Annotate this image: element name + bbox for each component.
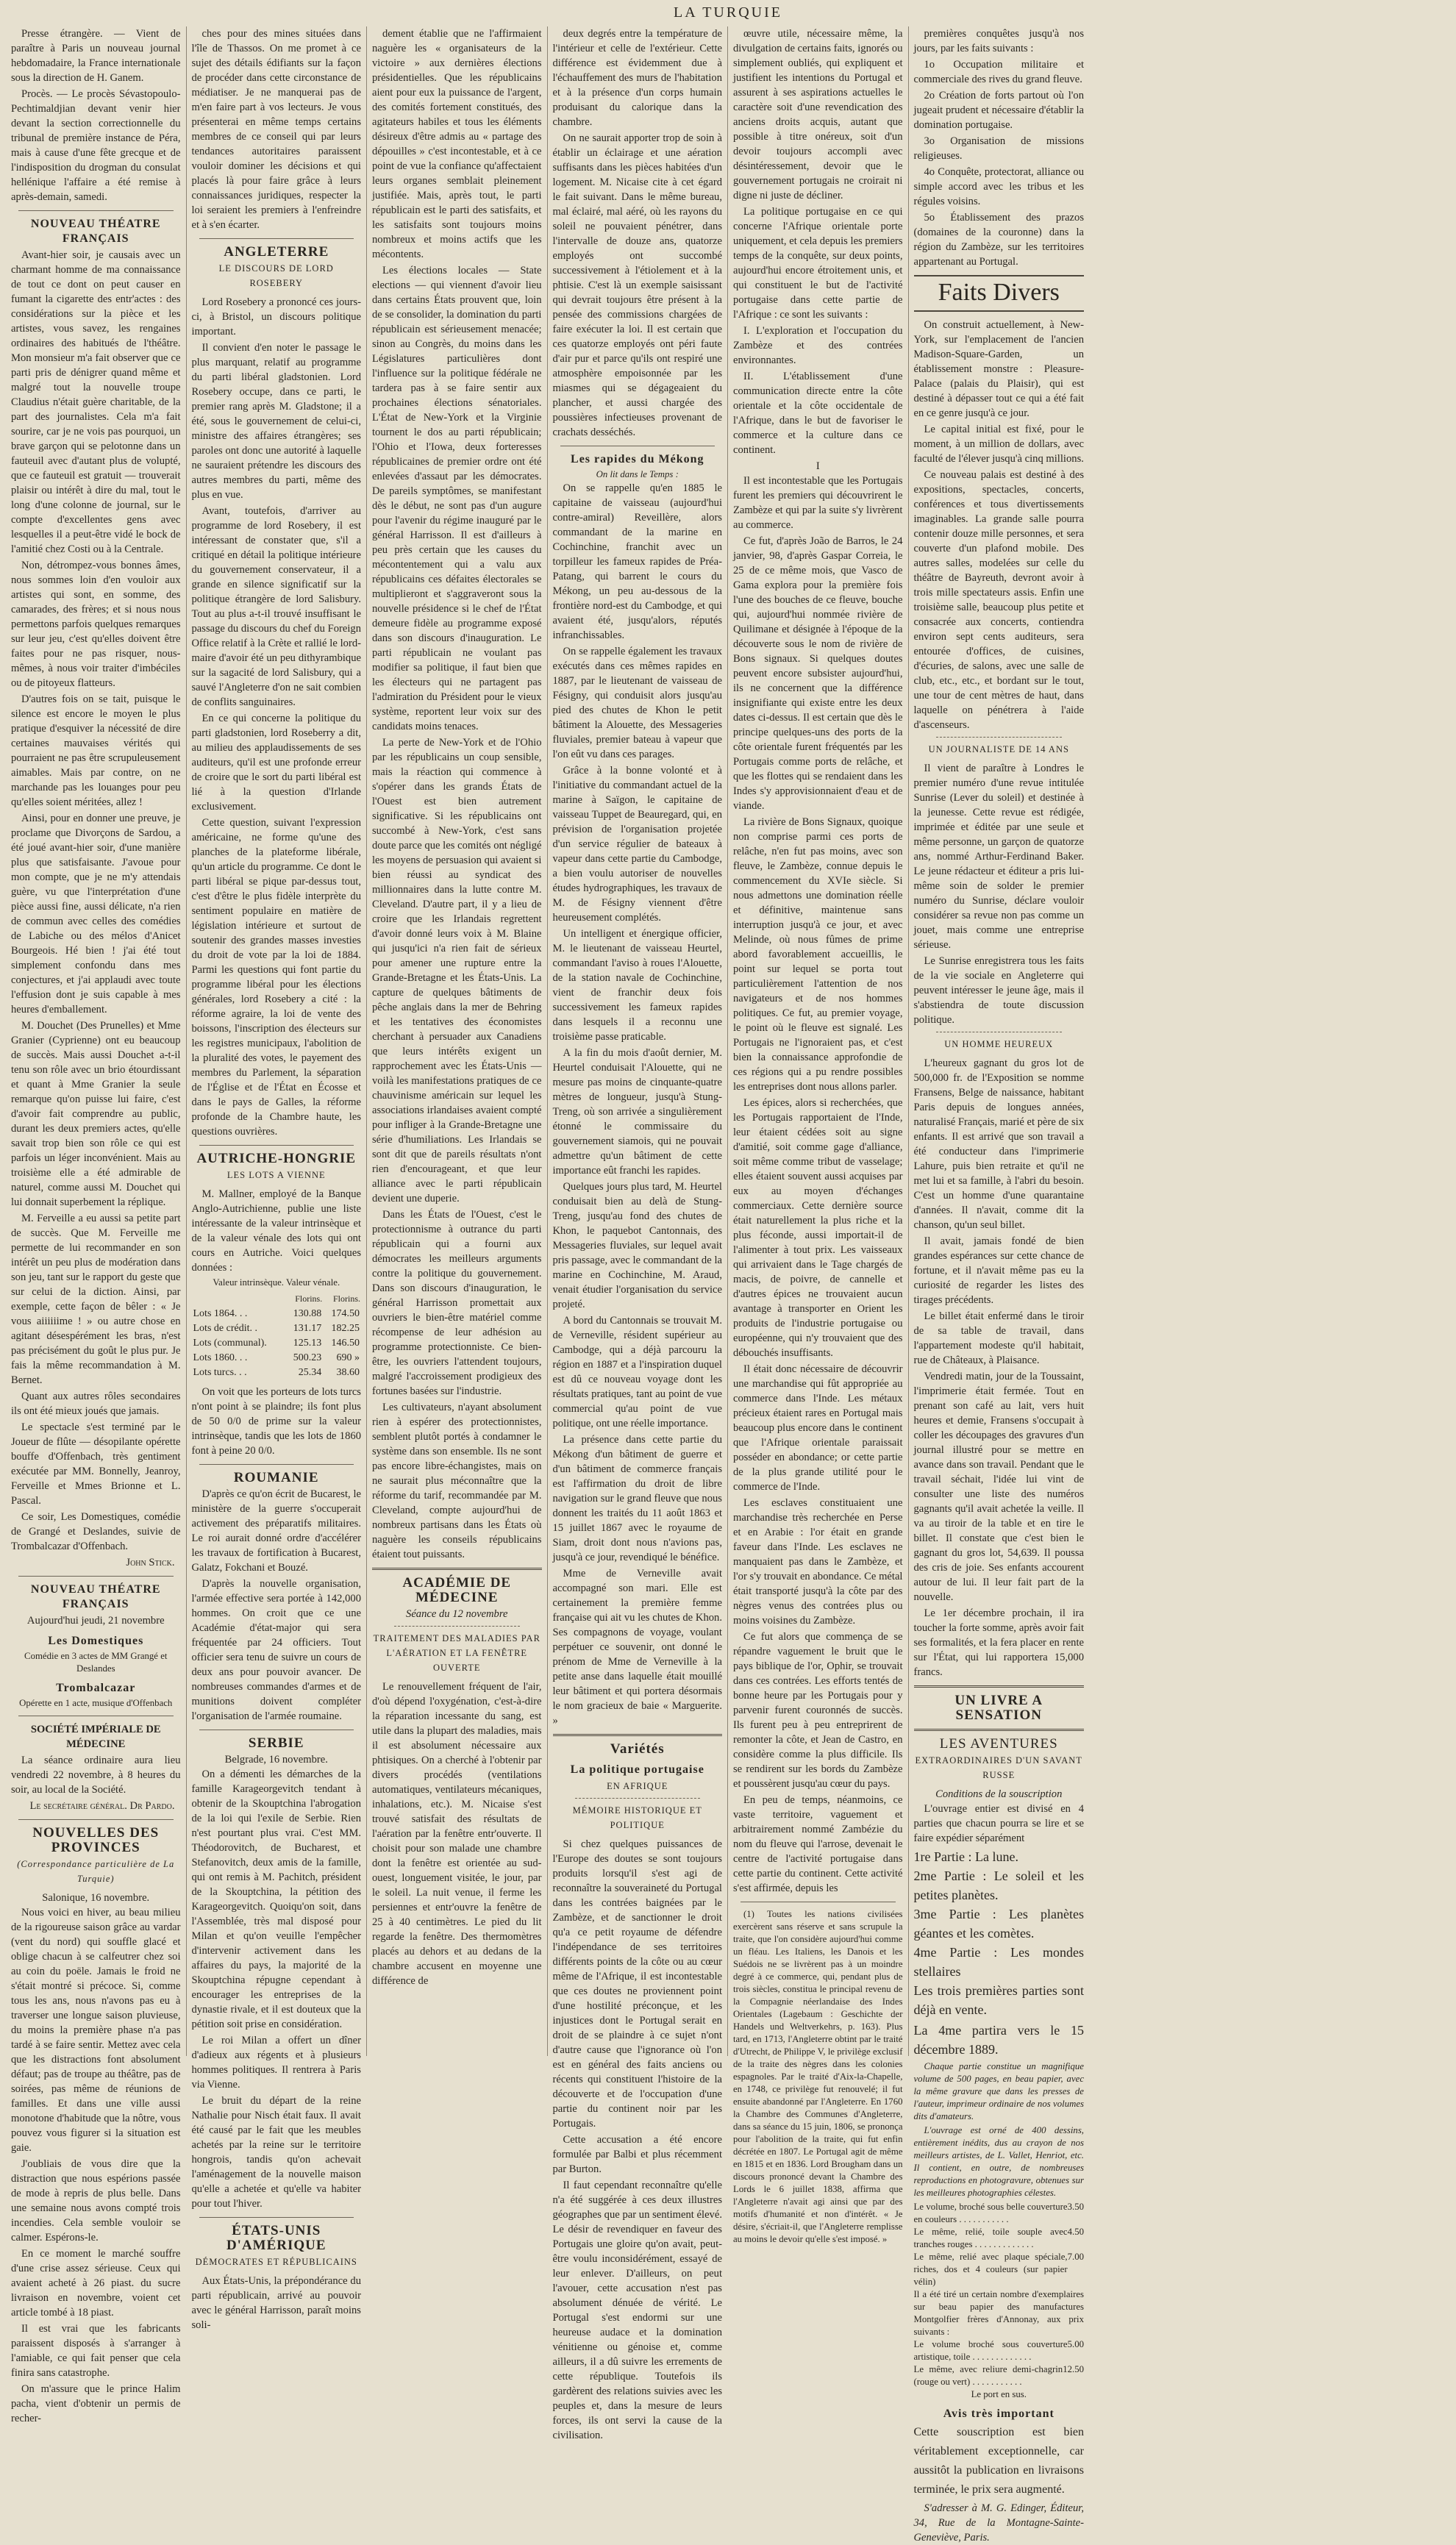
article-paragraph: On ne saurait apporter trop de soin à établir un éclairage et une aération suffisants dans les pièces habitées d'un logement. M. Nicaise cite à cet égard le fait suivant. Dans le même bureau, mal éclairé, mal aéré, où les rayons du soleil ne pouvaient pénétrer, dans l'intervalle de douze ans, quatorze employés ont succombé successivement à l'étiolement et à la phtisie. C'est là un exemple saisissant qui devrait toujours être présent à la pensée des commissions chargées de faire exécuter la loi. Il est certain que ces quatorze employés ont péri faute d'air pur et parce qu'ils ont respiré une atmosphère empoisonnée par les miasmes qui se dégageaient du plancher, et aussi chargée des poussières infectieuses provenant de crachats desséchés. bbox=[552, 132, 722, 438]
list-item: 1o Occupation militaire et commerciale des rives du grand fleuve. bbox=[913, 59, 1084, 85]
article-paragraph: Vendredi matin, jour de la Toussaint, l'imprimerie était fermée. Tout en prenant son café au lait, vers huit heures et demie, Fransens s'occupait à coller les découpages des gravures d'un journal illustré pour se mettre en avance dans son travail. Pendant que le travail séchait, l'idée lui vint de consulter une liste des numéros gagnants qu'il avait achetée la veille. Il va au tiroir de la table et en tire le billet. Il constate que c'est bien le gagnant du gros lot, 54,639. Il poussa des cris de joie. Ses enfants accourent autour de lui. Il leur fait part de la nouvelle. bbox=[913, 1371, 1084, 1603]
article-paragraph: La séance ordinaire aura lieu vendredi 22 novembre, à 8 heures du soir, au local de la Société. bbox=[11, 1755, 181, 1796]
article-paragraph: Quelques jours plus tard, M. Heurtel conduisait bien au delà de Stung-Treng, jusqu'au fond des chutes de Khon, le paquebot Cantonnais, des Messageries fluviales, sur lequel avait pris passage, avec le commandant de la marine en Cochinchine, M. Araud, venait étudier l'organisation du service projeté. bbox=[552, 1181, 722, 1310]
article-paragraph: ches pour des mines situées dans l'île de Thassos. On me promet à ce sujet des détails édifiants sur la façon de procéder dans cette circonstance de médiatiser. Je ne manquerai pas de m'en faire part à vos lecteurs. Je vous présenterai en même temps certains membres de ce conseil qui par leurs tendances autoritaires paraissent vouloir dominer les décisions et qui placés là pour faire grâce à leurs connaissances juridiques, respecter la loi seraient les premiers à l'enfreindre et à s'en écarter. bbox=[191, 28, 361, 231]
play-subtitle: Opérette en 1 acte, musique d'Offenbach bbox=[19, 1698, 173, 1708]
divider bbox=[575, 1798, 701, 1799]
section-banner bbox=[914, 275, 1085, 312]
article-paragraph: dement établie que ne l'affirmaient naguère les « organisateurs de la victoire » aux dernières élections présidentielles. Que les républicains aient pour eux la puissance de l'argent, des comités fortement constitués, des agitateurs habiles et tous les éléments désireux d'être admis au « partage des dépouilles » c'est incontestable, et à ce point de vue la confiance qu'affectaient leurs organes semblait pleinement justifiée. Mais, après tout, le parti républicain est le parti des satisfaits, et les satisfaits sont toujours moins nombreux et moins actifs que les mécontents. bbox=[372, 28, 542, 260]
article-paragraph: Il était donc nécessaire de découvrir une marchandise qui fût appropriée au commerce dans l'Inde. Les métaux précieux étaient rares en Portugal mais beaucoup plus encore dans le continent que l'Afrique orientale paraissait posséder en abondance; or cette partie de la plus grande utilité pour le commerce de l'Inde. bbox=[733, 1363, 903, 1493]
divider bbox=[914, 1685, 1085, 1688]
column-5 bbox=[728, 26, 909, 2244]
article-paragraph: En ce qui concerne la politique du parti gladstonien, lord Roseberry a dit, au milieu des applaudissements de ses auditeurs, qu'il est une profonde erreur de croire que le sort du parti libéral est lié à la question d'Irlande exclusivement. bbox=[191, 713, 361, 813]
column-3 bbox=[367, 26, 548, 2056]
article-paragraph: J'oubliais de vous dire que la distraction que nous espérions passée de mode à repris de plus belle. Dans une semaine nous avons compté trois incendies. Cela semble vouloir se calmer. Espérons-le. bbox=[11, 2158, 181, 2244]
article-paragraph: Grâce à la bonne volonté et à l'initiative du commandant actuel de la marine à Saïgon, le capitaine de vaisseau Tuppet de Beauregard, qui, en prévision de l'organisation projetée d'un service régulier de bateaux à vapeur dans cette partie du Cambodge, a bien voulu autoriser de nouvelles études hydrographiques, les travaux de M. de Fésigny viennent d'être heureusement complétés. bbox=[552, 765, 722, 924]
article-paragraph: Dans les États de l'Ouest, c'est le protectionnisme à outrance du parti républicain qui a fourni aux démocrates les meilleurs arguments contre la politique du gouvernement. Dans son discours d'inauguration, le général Harrisson promettait aux ouvriers le bien-être matériel comme récompense de leur adhésion au programme protectionniste. Ce bien-être, les ouvriers l'attendent toujours, malgré l'accroissement prodigieux des fortunes basées sur l'industrie. bbox=[372, 1209, 542, 1397]
article-paragraph: On voit que les porteurs de lots turcs n'ont point à se plaindre; ils font plus de 50 0/0 de prime sur la valeur intrinsèque, tandis que les lots de 1860 font à peine 20 0/0. bbox=[191, 1386, 361, 1457]
article-paragraph: Il est incontestable que les Portugais furent les premiers qui découvrirent le Zambèze et qui par la suite s'y livrèrent au commerce. bbox=[733, 475, 903, 531]
subheading: UN JOURNALISTE DE 14 ANS bbox=[928, 744, 1069, 754]
table-row: Lots de crédit. . 131.17 182.25 bbox=[193, 1323, 360, 1334]
subheading: MÉMOIRE HISTORIQUE ET POLITIQUE bbox=[572, 1805, 702, 1830]
article-paragraph: Nous voici en hiver, au beau milieu de la rigoureuse saison grâce au vardar (vent du nord) qui souffle glacé et oblige chacun à se calfeutrer chez soi au coin du poële. Jamais le froid ne s'était montré si précoce. Si, comme tous les ans, nous n'avons pas eu à traverser une longue saison pluvieuse, du moins la première phase n'a pas tardé à se faire sentir. Mettez avec cela que les distractions font absolument défaut; pas de troupe au théâtre, pas de soirées, pas même de réunions de familles. Et dans une ville aussi monotone d'habitude que la nôtre, vous pouvez vous figurer si la situation est gaie. bbox=[11, 1907, 181, 2154]
article-paragraph: premières conquêtes jusqu'à nos jours, par les faits suivants : bbox=[913, 28, 1084, 54]
divider bbox=[553, 1734, 723, 1736]
section-heading: Variétés bbox=[610, 1741, 665, 1757]
article-paragraph: Il est vrai que les fabricants paraissent disposés à s'arranger à l'amiable, ce qui fait penser que cela finira sans catastrophe. bbox=[11, 2323, 181, 2379]
article-paragraph: Il vient de paraître à Londres le premier numéro d'une revue intitulée Sunrise (Lever du soleil) et destinée à la jeunesse. Cette revue est rédigée, imprimée et éditée par une seule et même personne, un garçon de quatorze ans, nommé Arthur-Ferdinand Baker. Le jeune rédacteur et éditeur a pris lui-même soin de solder le premier numéro du Sunrise, déclare vouloir considérer sa revue non pas comme un jouet, mais comme une entreprise sérieuse. bbox=[913, 763, 1084, 951]
column-4 bbox=[548, 26, 729, 2441]
article-paragraph: Il avait, jamais fondé de bien grandes espérances sur cette chance de fortune, et il n'avait même pas eu la curiosité de regarder les listes des tirages précédents. bbox=[913, 1235, 1084, 1306]
masthead: LA TURQUIE bbox=[674, 4, 782, 21]
article-paragraph: Les élections locales — State elections — qui viennent d'avoir lieu dans certains États prouvent que, loin de se consolider, la domination du parti républicain est sérieusement menacée; sinon au Congrès, du moins dans les Législatures particulières dont l'influence sur la politique fédérale ne tardera pas à se faire sentir aux prochaines élections sénatoriales. L'État de New-York et la Virginie tournent le dos au parti républicain; l'Ohio et l'Iowa, deux forteresses républicaines de premier ordre ont été enlevées d'assaut par les démocrates. De pareils symptômes, se manifestant dès le début, ne sont pas d'un augure pour l'avenir du régime inauguré par le général Harrisson. Il est d'ailleurs à peu près certain que les causes du mécontentement qui a valu aux républicains ces défaites électorales se multiplieront et s'aggraveront sous la nouvelle présidence si le chef de l'État demeure fidèle au programme exposé dans son discours d'inauguration. Le parti républicain ne voulant pas modifier sa politique, il faut bien que les électeurs qui ne partagent pas l'admiration du Président pour le vieux système, reportent leur voix sur des candidats moins tenaces. bbox=[372, 265, 542, 732]
column-2 bbox=[187, 26, 368, 2331]
dateline: Belgrade, 16 novembre. bbox=[224, 1754, 328, 1766]
article-paragraph: A la fin du mois d'août dernier, M. Heurtel conduisait l'Alouette, qui ne mesure pas moins de cinquante-quatre mètres de longueur, jusqu'à Stung-Treng, où son arrivée a singulièrement étonné le commissaire du gouvernement siamois, qui ne pouvait admettre qu'un bâtiment de cette importance eût franchi les rapides. bbox=[552, 1047, 722, 1177]
section-number: I bbox=[816, 460, 820, 472]
list-item: 4o Conquête, protectorat, alliance ou simple accord avec les tribus et les régules voisins. bbox=[913, 166, 1084, 207]
article-paragraph: Ainsi, pour en donner une preuve, je proclame que Divorçons de Sardou, a été joué avant-hier soir, d'une manière plus que satisfaisante. J'avoue pour mon compte, que je ne m'y attendais guère, vu que l'interprétation d'une pièce aussi fine, aussi délicate, n'a rien de commun avec celles des comédies de Labiche ou des mélos d'Anicet Bourgeois. Hé bien ! j'ai été tout simplement confondu dans mes conjectures, et j'ai applaudi avec toute l'effusion dont je suis capable à mes heures d'emballement. bbox=[11, 813, 181, 1015]
article-paragraph: On se rappelle également les travaux exécutés dans ces mêmes rapides en 1887, par le lieutenant de vaisseau de Fésigny, qui conduisit alors jusqu'au pied des chutes de Khon le petit bâtiment la Alouette, des Messageries fluviales, premier bateau à vapeur que l'on eût vu dans ces parages. bbox=[552, 646, 722, 760]
page-header bbox=[0, 0, 1456, 25]
list-item: 4me Partie : Les mondes stellaires bbox=[913, 1945, 1084, 1979]
article-paragraph: Cette souscription est bien véritablement exceptionnelle, car aussitôt la publication en livraisons terminée, le prix sera augmenté. bbox=[913, 2426, 1084, 2496]
divider bbox=[936, 737, 1063, 738]
ad-subtitle: Conditions de la souscription bbox=[935, 1788, 1063, 1800]
article-paragraph: Non, détrompez-vous bonnes âmes, nous sommes loin d'en vouloir aux artistes qui sont, en somme, des camarades, des frères; et si nous nous permettons parfois quelques remarques sur leur jeu, c'est qu'elles doivent être faites pour ne pas risquer, nous-mêmes, à nous voir traiter d'imbéciles ou de pitoyeux flatteurs. bbox=[11, 560, 181, 689]
article-paragraph: Le Sunrise enregistrera tous les faits de la vie sociale en Angleterre qui peuvent intéresser le jeune âge, mais il s'abstiendra de toute discussion politique. bbox=[913, 955, 1084, 1026]
price-row: Il a été tiré un certain nombre d'exemplaires sur beau papier des manufactures Montgolfier frères d'Annonay, aux prix suivants : bbox=[913, 2289, 1084, 2337]
table-row: Lots 1864. . . 130.88 174.50 bbox=[193, 1308, 360, 1319]
author-signature: Le secrétaire général. Dr Pardo. bbox=[29, 1800, 175, 1812]
article-paragraph: On se rappelle qu'en 1885 le capitaine de vaisseau (aujourd'hui contre-amiral) Reveillère, alors commandant de la marine en Cochinchine, franchit avec un torpilleur les fameux rapides de Préa-Patang, qui barrent le cours du Mékong, un peu au-dessous de la frontière nord-est du Cambodge, et qui avaient été, jusqu'alors, réputés infranchissables. bbox=[552, 482, 722, 641]
subheading: Séance du 12 novembre bbox=[406, 1608, 508, 1620]
play-title: Les Domestiques bbox=[48, 1635, 144, 1647]
article-paragraph: deux degrés entre la température de l'intérieur et celle de l'extérieur. Cette différence est évidemment due à l'échauffement des murs de l'habitation et à la présence d'un corps humain produisant du calorique dans la chambre. bbox=[552, 28, 722, 128]
article-paragraph: D'autres fois on se tait, puisque le silence est encore le moyen le plus pratique d'esquiver la nécessité de dire certaines mauvaises vérités qui pourraient ne pas être scrupuleusement aimables. Mais par contre, on ne marchande pas les louanges pour peu qu'elles soient méritées, allez ! bbox=[11, 693, 181, 808]
article-paragraph: Les esclaves constituaient une marchandise très recherchée en Perse et en Arabie : l'or était en grande faveur dans l'Inde. Les esclaves ne manquaient pas dans le Zambèze, et l'or s'y trouvait en abondance. Ce métal était transporté jusqu'à la côte par des nègres venus des contrées plus ou moins voisines du Zambèze. bbox=[733, 1497, 903, 1627]
ad-title: LES AVENTURES bbox=[939, 1736, 1058, 1752]
section-heading: SOCIÉTÉ IMPÉRIALE DE MÉDECINE bbox=[30, 1724, 161, 1750]
subheading: DÉMOCRATES ET RÉPUBLICAINS bbox=[195, 2257, 357, 2267]
list-item: 2o Création de forts partout où l'on jugeait prudent et nécessaire d'établir la domination portugaise. bbox=[913, 90, 1084, 131]
article-paragraph: Aux États-Unis, la prépondérance du parti républicain, arrivé au pouvoir avec le général Harrisson, paraît moins soli- bbox=[191, 2275, 361, 2331]
subheading: LES LOTS A VIENNE bbox=[226, 1170, 326, 1180]
section-heading: NOUVELLES DES PROVINCES bbox=[32, 1825, 160, 1855]
article-paragraph: Chaque partie constitue un magnifique volume de 500 pages, en beau papier, avec la même gravure que dans les presses de l'auteur, imprimeur ordinaire de nos volumes dits d'amateurs. bbox=[913, 2061, 1084, 2121]
section-heading: ACADÉMIE DE MÉDECINE bbox=[402, 1575, 512, 1605]
article-paragraph: Presse étrangère. — Vient de paraître à Paris un nouveau journal hebdomadaire, la France internationale sous la direction de H. Ganem. bbox=[11, 28, 181, 84]
divider bbox=[199, 1464, 354, 1465]
article-paragraph: Le spectacle s'est terminé par le Joueur de flûte — désopilante opérette bouffe d'Offenbach, très gentiment exécutée par MM. Bonnelly, Jeanroy, Ferveille et Mmes Brionne et L. Pascal. bbox=[11, 1421, 181, 1507]
price-note: Le port en sus. bbox=[971, 2389, 1027, 2399]
article-paragraph: œuvre utile, nécessaire même, la divulgation de certains faits, ignorés ou simplement oubliés, qui expliquent et justifient les intentions du Portugal et assurent à ses aspirations actuelles le caractère soit d'une revendication des anciens droits acquis, autant que possible à titre onéreux, soit d'un devoir toujours accompli avec désintéressement, devoir que le gouvernement portugais ne croirait ni digne ni juste de décliner. bbox=[733, 28, 903, 201]
article-paragraph: L'ouvrage entier est divisé en 4 parties que chacun pourra se lire et se faire expédier séparément bbox=[913, 1803, 1084, 1844]
article-paragraph: Quant aux autres rôles secondaires ils ont été mieux joués que jamais. bbox=[11, 1391, 181, 1417]
price-row: Le même, relié, toile souple avec tranches rouges . . . . . . . . . . . . . 4.50 bbox=[913, 2227, 1084, 2249]
article-paragraph: On construit actuellement, à New-York, sur l'emplacement de l'ancien Madison-Square-Garden, un établissement monstre : Pleasure-Palace (palais du Plaisir), qui est destiné à dépasser tout ce qui a été fait en ce genre jusqu'à ce jour. bbox=[913, 319, 1084, 419]
divider bbox=[394, 1626, 520, 1627]
price-row: Le volume, broché sous belle couverture en couleurs . . . . . . . . . . . 3.50 bbox=[913, 2202, 1084, 2224]
ad-subtitle: EXTRAORDINAIRES D'UN SAVANT RUSSE bbox=[915, 1755, 1082, 1780]
article-paragraph: Lord Rosebery a prononcé ces jours-ci, à Bristol, un discours politique important. bbox=[191, 296, 361, 338]
section-heading: NOUVEAU THÉATRE FRANÇAIS bbox=[30, 218, 161, 245]
divider bbox=[18, 210, 174, 211]
publisher-address: S'adresser à M. G. Edinger, Éditeur, 34, Rue de la Montagne-Sainte-Geneviève, Paris. bbox=[913, 2502, 1084, 2544]
play-subtitle: Comédie en 3 actes de MM Grangé et Deslandes bbox=[24, 1651, 168, 1674]
article-paragraph: Les trois premières parties sont déjà en vente. bbox=[913, 1983, 1084, 2017]
article-paragraph: Le roi Milan a offert un dîner d'adieux aux régents et à plusieurs hommes politiques. Il rentrera à Paris via Vienne. bbox=[191, 2035, 361, 2091]
article-paragraph: Ce fut alors que commença de se répandre vaguement le bruit que le pays biblique de l'or, Ophir, se trouvait dans ces contrées. Les efforts tentés de bonne heure par les Portugais pour y parvenir furent couronnés de succès. Ils furent peu à peu entreprirent de remonter la côte, et Jean de Castro, en considère comme la plus difficile. Ils se rendirent sur les bords du Zambèze et poussèrent jusqu'au cœur du pays. bbox=[733, 1631, 903, 1790]
article-paragraph: D'après ce qu'on écrit de Bucarest, le ministère de la guerre s'occuperait activement des préparatifs militaires. Le roi aurait donné ordre d'accélérer les travaux de fortification à Bucarest, Galatz, Fokchani et Bouzé. bbox=[191, 1488, 361, 1574]
article-paragraph: M. Douchet (Des Prunelles) et Mme Granier (Cyprienne) ont eu beaucoup de succès. Mais aussi Douchet a-t-il tenu son rôle avec un brio étourdissant et quant à Mme Granier la seule remarque qu'on puisse lui faire, c'est d'avoir fait comprendre au public, durant les deux premiers actes, qu'elle savait trop bien son rôle ce qui est parfois un léger inconvénient. Mais au troisième elle a été admirable de naturel, comme aussi M. Douchet qui lui donnait superbement la réplique. bbox=[11, 1020, 181, 1208]
table-column-header: Florins. bbox=[295, 1293, 323, 1304]
divider bbox=[372, 1568, 542, 1570]
list-item: 3o Organisation de missions religieuses. bbox=[913, 135, 1084, 162]
ad-heading: UN LIVRE A SENSATION bbox=[954, 1693, 1043, 1723]
divider bbox=[18, 1576, 174, 1577]
article-paragraph: Ce fut, d'après João de Barros, le 24 janvier, 98, d'après Gaspar Correia, le 25 de ce même mois, que Vasco de Gama explora pour la première fois l'une des bouches de ce fleuve, bouche qui, aujourd'hui nommée rivière de Quilimane et désignée à l'époque de la découverte sous le nom de rivière de Bons signaux. Si quelques doutes peuvent encore subsister aujourd'hui, ils ne concernent que la différence insignifiante qui existe entre les deux dates ci-dessus. Il est certain que dès le principe quelques-uns des ports de la côte orientale furent fréquentés par les Portugais comme ports de relâche, et que les flottes qui se rendaient dans les Indes s'y approvisionnaient d'eau et de viande. bbox=[733, 535, 903, 812]
article-paragraph: M. Ferveille a eu aussi sa petite part de succès. Que M. Ferveille me permette de lui recommander en son intérêt un peu plus de modération dans son jeu, tant sur le rapport du geste que sur celui de la diction. Ainsi, par exemple, cette façon de bêler : « Je vous aiiiiiime ! » ou autre chose en agitant désespérément les bras, n'est pas précisément du goût le plus pur. Je fais la même recommandation à M. Bernet. bbox=[11, 1213, 181, 1386]
play-title: Trombalcazar bbox=[56, 1682, 136, 1694]
column-1 bbox=[6, 26, 187, 2424]
article-paragraph: A bord du Cantonnais se trouvait M. de Verneville, résident supérieur au Cambodge, qui a déjà parcouru la région en 1887 et a l'inspiration duquel est dû ce nouveau voyage dont les résultats pratiques, tant au point de vue commercial qu'au point de vue politique, ont une réelle importance. bbox=[552, 1315, 722, 1429]
article-paragraph: Avant-hier soir, je causais avec un charmant homme de ma connaissance de tout ce dont on peut causer en fumant la cigarette des entr'actes : des considérations sur la pièce et les artistes, vous savez, les rengaines ordinaires des habitués de l'théâtre. Mon monsieur m'a fait observer que ce parti pris de dénigrer quand même et malgré tout la nouvelle troupe Claudius n'était guère charitable, de la part des journalistes. Cela m'a fait sourire, car je ne vois pas pourquoi, un brave garçon qui se pelotonne dans un fauteuil avec d'autant plus de volupté, que ce fauteuil est gratuit — trouverait plaisir ou intérêt à dire du mal, tout le long d'une colonne de journal, sur le compte d'excellentes gens avec lesquelles il a peut-être vidé le bock de l'amitié chez Costi ou à la Centrale. bbox=[11, 249, 181, 555]
article-paragraph: M. Mallner, employé de la Banque Anglo-Autrichienne, publie une liste intéressante de la valeur intrinsèque et de la valeur vénale des lots qui ont cours en Autriche. Voici quelques données : bbox=[191, 1188, 361, 1274]
article-paragraph: Cette accusation a été encore formulée par Balbi et plus récemment par Burton. bbox=[552, 2134, 722, 2175]
article-paragraph: En ce moment le marché souffre d'une crise assez sérieuse. Ceux qui avaient acheté à 26 piast. du sucre livraison en novembre, voient cet article tombé à 18 piast. bbox=[11, 2248, 181, 2319]
article-paragraph: Si chez quelques puissances de l'Europe des doutes se sont toujours produits lorsqu'il s'est agi de reconnaître la souveraineté du Portugal dans les contrées baignées par le Zambèze, et de sanctionner le droit qu'a ce petit royaume de défendre l'indépendance de ses territoires différents points de la côte ou au cœur même de l'Afrique, il est incontestable que ces doutes ne proviennent point d'une hostilité préconçue, et les injustices dont le Portugal serait en droit de se plaindre à ce sujet n'ont d'autre cause que l'ignorance où l'on est en général des faits anciens ou récents qui constituent l'histoire de la découverte et de l'occupation d'une partie du continent noir par les Portugais. bbox=[552, 1838, 722, 2130]
article-paragraph: II. L'établissement d'une communication directe entre la côte orientale et la côte occidentale de l'Afrique, dans le but de favoriser le commerce et la culture dans ce continent. bbox=[733, 371, 903, 456]
table-column-header: Florins. bbox=[332, 1293, 360, 1304]
article-paragraph: Le renouvellement fréquent de l'air, d'où dépend l'oxygénation, c'est-à-dire la réparation incessante du sang, est utile dans la plupart des maladies, mais il est absolument nécessaire aux phtisiques. On a cherché à l'obtenir par divers procédés (ventilations automatiques, ventilateurs mécaniques, inhalations, etc.). M. Nicaise s'est trouvé satisfait des résultats de l'aération par la fenêtre entr'ouverte. Il choisit pour son malade une chambre dont la fenêtre est orientée au sud-ouest, longuement visitée, le jour, par le soleil. La nuit venue, il ferme les persiennes et entr'ouvre la fenêtre de 25 à 40 centimètres. Le pied du lit regarde la fenêtre. Des thermomètres placés au dehors et au dedans de la chambre accusent en moyenne une différence de bbox=[372, 1681, 542, 1987]
subheading: (Correspondance particulière de La Turquie) bbox=[17, 1859, 175, 1884]
section-heading: SERBIE bbox=[248, 1735, 304, 1751]
section-heading: ROUMANIE bbox=[233, 1470, 319, 1485]
subheading: UN HOMME HEUREUX bbox=[944, 1039, 1054, 1049]
lots-table bbox=[192, 1291, 362, 1380]
article-paragraph: Les cultivateurs, n'ayant absolument rien à espérer des protectionnistes, semblent plutôt portés à condamner le système dans son ensemble. Ils ne sont pas encore libre-échangistes, mais on ne saurait plus méconnaître que la réforme du tarif, recommandée par M. Cleveland, compte aujourd'hui de nombreux partisans dans les États où naguère les conseils républicains étaient tout puissants. bbox=[372, 1402, 542, 1560]
article-paragraph: I. L'exploration et l'occupation du Zambèze et des contrées environnantes. bbox=[733, 325, 903, 366]
article-paragraph: Il faut cependant reconnaître qu'elle n'a été suggérée à ces deux illustres géographes que par un sentiment élevé. Le désir de revendiquer en faveur des Portugais une gloire qu'on avait, peut-être voulu inconsidérément, essayé de leur enlever. D'ailleurs, on peut l'avouer, cette accusation n'est pas absolument dénuée de vérité. Le Portugal s'est endormi sur une heureuse audace et la domination vénitienne ou génoise et, comme ailleurs, il a dû suivre les errements de cette république. Toutefois ils gardèrent des relations suivies avec les peuples et, dans la mesure de leurs forces, ils ont servi la cause de la civilisation. bbox=[552, 2180, 722, 2441]
article-paragraph: La présence dans cette partie du Mékong d'un bâtiment de guerre et d'un bâtiment de commerce français est l'affirmation du droit de libre navigation sur le grand fleuve que nous donnent les traités du 11 août 1863 et 15 juillet 1867 avec le royaume de Siam, droit dont nous n'avions pas, jusqu'à ce jour, revendiqué le bénéfice. bbox=[552, 1434, 722, 1563]
article-paragraph: L'ouvrage est orné de 400 dessins, entièrement inédits, dus au crayon de nos meilleurs artistes, de L. Vallet, Henriot, etc. Il contient, en outre, de nombreuses reproductions en photogravure, obtenues sur les meilleures photographies célestes. bbox=[913, 2125, 1084, 2198]
article-paragraph: La 4me partira vers le 15 décembre 1889. bbox=[913, 2023, 1084, 2057]
article-paragraph: Un intelligent et énergique officier, M. le lieutenant de vaisseau Heurtel, commandant l'aviso à roues l'Alouette, de la station navale de Cochinchine, vient de franchir deux fois successivement les fameux rapides dans lesquels il a reconnu une troisième passe praticable. bbox=[552, 928, 722, 1043]
section-heading: Faits Divers bbox=[938, 279, 1060, 306]
article-paragraph: Procès. — Le procès Sévastopoulo-Pechtimaldjian devant venir hier devant la section correctionnelle du tribunal de première instance de Péra, mais à cause d'une fête grecque et de l'indisposition du drogman du consulat hellénique l'affaire a été remise à après-demain, samedi. bbox=[11, 88, 181, 203]
subheading: Aujourd'hui jeudi, 21 novembre bbox=[26, 1615, 165, 1627]
subheading: EN AFRIQUE bbox=[607, 1781, 668, 1791]
divider bbox=[199, 1145, 354, 1146]
divider bbox=[914, 1729, 1085, 1731]
article-paragraph: Le billet était enfermé dans le tiroir de sa table de travail, dans l'appartement modeste qu'il habitait, rue de Châteaux, à Plaisance. bbox=[913, 1310, 1084, 1366]
table-row: Lots turcs. . . 25.34 38.60 bbox=[193, 1367, 360, 1378]
article-paragraph: On m'assure que le prince Halim pacha, vient d'obtenir un permis de recher- bbox=[11, 2383, 181, 2424]
section-heading: Les rapides du Mékong bbox=[571, 453, 704, 465]
article-paragraph: La rivière de Bons Signaux, quoique non comprise parmi ces ports de relâche, n'en fut pas moins, avec son fleuve, le Zambèze, connue depuis le commencement du XVIe siècle. Si nous admettons une domination réelle et définitive, maintenue sans interruption jusqu'à ce jour, et avec Melinde, où nous fûmes de prime abord favorablement accueillis, le point sur lequel se porta tout particulièrement l'attention de nos navigateurs et de nos hommes politiques. Ce fut, au premier voyage, le point où le fleuve est signalé. Les Portugais ne l'ignoraient pas, et c'est bien la connaissance approfondie de ces régions qui a pu rendre possibles les entreprises dont nous allons parler. bbox=[733, 816, 903, 1093]
article-paragraph: Le bruit du départ de la reine Nathalie pour Nisch était faux. Il avait été causé par le fait que les meubles achetés par la reine sur le territoire hongrois, tandis qu'on achevait l'aménagement de la nouvelle maison qu'elle a achetée et qu'elle va habiter pour tout l'hiver. bbox=[191, 2095, 361, 2210]
article-paragraph: Cette question, suivant l'expression américaine, ne forme qu'une des planches de la plateforme libérale, qu'un article du programme. Ce dont le parti libéral se pique par-dessus tout, c'est d'être le plus fidèle interprète du sentiment populaire en matière de législation intérieure et surtout de soutenir des grandes masses investies du droit de vote par la loi de 1884. Parmi les questions qui font partie du programme libéral pour les élections générales, lord Rosebery a cité : la réforme agraire, la loi de vente des boissons, l'inscription des électeurs sur les registres municipaux, l'abolition de la pluralité des votes, le payement des membres du Parlement, la séparation de l'Église et de l'État en Écosse et dans le pays de Galles, la réforme profonde de la Chambre haute, les questions ouvrières. bbox=[191, 817, 361, 1138]
ad-heading: Avis très important bbox=[943, 2407, 1054, 2420]
list-item: 2me Partie : Le soleil et les petites planètes. bbox=[913, 1868, 1084, 1902]
article-paragraph: Ce nouveau palais est destiné à des expositions, spectacles, concerts, conférences et tous divertissements imaginables. La grande salle pourra contenir douze mille personnes, et sera couverte d'un plafond mobile. Des autres salles, modelées sur celle du théâtre de Bayreuth, devront avoir à trois mille spectateurs assis. Enfin une troisième salle, beaucoup plus petite et consacrée aux concerts, contiendra environ sept cents auditeurs, sera entourée d'offices, de cuisines, d'écuries, de salons, avec une salle de club, etc., etc., et bordant sur le tout, une tour de cent mètres de haut, dans laquelle on pénétrera à l'aide d'ascenseurs. bbox=[913, 469, 1084, 731]
section-heading: ANGLETERRE bbox=[224, 244, 329, 260]
subheading: LE DISCOURS DE LORD ROSEBERY bbox=[218, 263, 334, 288]
section-heading: NOUVEAU THÉATRE FRANÇAIS bbox=[30, 1583, 161, 1610]
article-paragraph: Avant, toutefois, d'arriver au programme de lord Rosebery, il est intéressant de constater que, s'il a critiqué en détail la politique intérieure du gouvernement conservateur, il a grande en silence significatif sur la politique étrangère de lord Salisbury. Tout au plus a-t-il trouvé insuffisant le passage du discours du chef du Foreign Office relatif à la Crète et rallié le lord-maire d'avoir été un peu dithyrambique sur la sagacité de lord Salisbury, qui a sauvé l'Angleterre d'on ne sait combien de conflits sanguinaires. bbox=[191, 505, 361, 708]
article-paragraph: En peu de temps, néanmoins, ce vaste territoire, vaguement et arbitrairement nommé Zambézie du nom du fleuve qui l'arrose, devenait le centre de l'activité portugaise dans cette partie du continent. Cette activité s'est affirmée, depuis les bbox=[733, 1794, 903, 1894]
article-paragraph: D'après la nouvelle organisation, l'armée effective sera portée à 142,000 hommes. On croit que ce une Académie d'état-major qui sera fréquentée par 24 officiers. Tout officier sera tenu de suivre un cours de deux ans pour pouvoir avancer. De nombreuses commandes d'armes et de munitions doivent compléter l'organisation de l'armée roumaine. bbox=[191, 1578, 361, 1722]
article-paragraph: On a démenti les démarches de la famille Karageorgevitch tendant à obtenir de la Skouptchina l'abrogation de la loi qui l'exile de Serbie. Rien n'est pourtant plus vrai. C'est MM. Théodorovitch, de Bucharest, et Stefanovitch, deux amis de la famille, qui ont remis à M. Pachitch, président de la Skouptchina, la pétition des Karageorgevitch. Quoiqu'on soit, dans l'Assemblée, très mal disposé pour Milan et qu'on veuille l'empêcher d'intervenir activement dans les affaires du pays, la majorité de la Skouptchina répugne cependant à encourager les entreprises de la dynastie rivale, et il est douteux que la pétition soit prise en considération. bbox=[191, 1768, 361, 2030]
article-paragraph: Il convient d'en noter le passage le plus marquant, relatif au programme du parti libéral gladstonien. Lord Rosebery occupe, dans ce parti, le premier rang après M. Gladstone; il a été, sous le gouvernement de celui-ci, ministre des affaires étrangères; ses paroles ont donc une autorité à laquelle ne sauraient prétendre les discours des autres membres du parti, même des plus en vue. bbox=[191, 342, 361, 501]
article-paragraph: Les épices, alors si recherchées, que les Portugais rapportaient de l'Inde, leur étaient cédées soit au signe d'amitié, soit comme gage d'alliance, soit même comme tribut de vasselage; elles étaient souvent aussi acquises par eux au moyen d'échanges commerciaux. Cette dernière source était naturellement la plus riche et la plus féconde, aussi importait-il de l'alimenter à tout prix. Les vaisseaux qui arrivaient dans le Tage chargés de macis, de poivre, de cannelle et d'autres épices ne trouvaient aucun avantage à transporter en Orient les produits de l'industrie portugaise ou européenne, qui n'y trouvaient que des débouchés insuffisants. bbox=[733, 1097, 903, 1359]
article-paragraph: La politique portugaise en ce qui concerne l'Afrique orientale porte uniquement, et cela depuis les premiers temps de la conquête, sur deux points, aujourd'hui encore étroitement unis, et qui constituent le but de l'activité portugaise dans cette partie de l'Afrique : ce sont les suivants : bbox=[733, 206, 903, 321]
table-row: Lots 1860. . . 500.23 690 » bbox=[193, 1352, 360, 1363]
section-heading: La politique portugaise bbox=[570, 1763, 704, 1776]
list-item: 1re Partie : La lune. bbox=[913, 1849, 1018, 1864]
list-item: 3me Partie : Les planètes géantes et les comètes. bbox=[913, 1907, 1084, 1941]
footnote: (1) Toutes les nations civilisées exercèrent sans réserve et sans scrupule la traite, que l'on considère aujourd'hui comme un fléau. Les Italiens, les Danois et les Suédois ne se livrèrent pas à un moindre degré à ce commerce, qui, pendant plus de trois siècles, constitua le principal revenu de la Compagnie néerlandaise des Indes Orientales (Lagebaum : Geschichte der Handels und Weltverkehrs, p. 163). Plus tard, en 1713, l'Angleterre obtint par le traité d'Utrecht, de Philippe V, le privilège exclusif de la traite des nègres dans les colonies espagnoles. Par le traité d'Aix-la-Chapelle, en 1748, ce privilège fut renouvelé; il fut ensuite abandonné par l'Angleterre. En 1760 la Chambre des Communes d'Angleterre, dans sa séance du 15 juin, 1806, se prononça pour l'abolition de la traite, qui fut enfin décrétée en 1807. Le Portugal agit de même en 1815 et en 1836. Lord Brougham dans un discours prononcé devant la Chambre des Lords le 6 juillet 1838, affirma que l'Angleterre n'avait agi ainsi que par des motifs d'humanité et non d'intérêt. « Je désire, s'écriait-il, que l'Angleterre remplisse au moins le devoir qu'elle s'est imposé. » bbox=[733, 1909, 903, 2244]
section-heading: ÉTATS-UNIS D'AMÉRIQUE bbox=[226, 2223, 326, 2253]
author-signature: John Stick. bbox=[126, 1557, 175, 1568]
article-paragraph: Mme de Verneville avait accompagné son mari. Elle est certainement la première femme française qui ait vu les chutes de Khon. Ses compagnons de voyage, voulant perpétuer ce souvenir, ont donné le prénom de Mme de Verneville à la petite anse dans laquelle était mouillé leur bâtiment et qui portera désormais le nom gracieux de baie « Marguerite. » bbox=[552, 1568, 722, 1727]
divider bbox=[199, 2217, 354, 2218]
list-item: 5o Établissement des prazos (domaines de la couronne) dans la région du Zambèze, sur les territoires appartenant au Portugal. bbox=[913, 212, 1084, 268]
price-row: Le même, avec reliure demi-chagrin (rouge ou vert) . . . . . . . . . . . 12.50 bbox=[913, 2364, 1084, 2387]
article-paragraph: La perte de New-York et de l'Ohio par les républicains un coup sensible, mais la réaction qui commence à s'opérer dans les grands États de l'Ouest est bien autrement significative. Si les républicains ont succombé à New-York, c'est sans doute parce que les comités ont négligé les moyens de persuasion qui avaient si bien réussi au syndicat des millionnaires dans la lutte contre M. Cleveland. D'autre part, il y a lieu de croire que les Irlandais regrettent d'avoir donné leurs voix à M. Blaine qui jusqu'ici n'a rien fait de sérieux pour amener une rupture entre la Grande-Bretagne et les États-Unis. La capture de quelques bâtiments de pêche anglais dans la mer de Behring et les tentatives des économistes cherchant à persuader aux Canadiens que leurs intérêts exigent un rapprochement avec les États-Unis — voilà les manifestations pratiques de ce chauvinisme américain sur lequel les associations irlandaises avaient compté pour infliger à la Grande-Bretagne une série d'humiliations. Les Irlandais se sont dit que de pareils résultats n'ont rien d'encourageant, et que leur alliance avec le parti républicain devient une duperie. bbox=[372, 737, 542, 1204]
price-row: Le volume broché sous couverture artistique, toile . . . . . . . . . . . . . 5.00 bbox=[913, 2339, 1084, 2362]
subheading: On lit dans le Temps : bbox=[596, 469, 679, 479]
subheading: TRAITEMENT DES MALADIES PAR L'AÉRATION ET LA FENÊTRE OUVERTE bbox=[373, 1633, 540, 1673]
newspaper-page bbox=[6, 26, 1450, 2544]
article-paragraph: Le capital initial est fixé, pour le moment, à un million de dollars, avec faculté de l'élever jusqu'à cinq millions. bbox=[913, 424, 1084, 465]
section-heading: AUTRICHE-HONGRIE bbox=[196, 1151, 357, 1166]
dateline: Salonique, 16 novembre. bbox=[42, 1892, 150, 1904]
article-paragraph: Le 1er décembre prochain, il ira toucher la forte somme, après avoir fait ses formalités, et la fera placer en rente sur l'État, qui lui rapportera 15,000 francs. bbox=[913, 1607, 1084, 1678]
table-row: Lots (communal). 125.13 146.50 bbox=[193, 1338, 360, 1349]
price-row: Le même, relié avec plaque spéciale, riches, dos et 4 couleurs (sur papier vélin) 7.00 bbox=[913, 2252, 1084, 2287]
article-paragraph: Ce soir, Les Domestiques, comédie de Grangé et Deslandes, suivie de Trombalcazar d'Offenbach. bbox=[11, 1511, 181, 1552]
divider bbox=[18, 1819, 174, 1820]
article-paragraph: L'heureux gagnant du gros lot de 500,000 fr. de l'Exposition se nomme Fransens, Belge de naissance, habitant Paris depuis de longues années, naturalisé Français, marié et père de six enfants. Il est arrivé que son travail a été conducteur dans l'imprimerie Lahure, puis bien retraite et qu'il ne met lui et sa famille, à l'abri du besoin. C'est un homme d'une quarantaine d'années. Il n'avait, comme dit la chanson, qu'un seul billet. bbox=[913, 1057, 1084, 1231]
column-6 bbox=[909, 26, 1090, 2544]
divider bbox=[199, 238, 354, 239]
table-caption: Valeur intrinsèque. Valeur vénale. bbox=[213, 1277, 340, 1288]
